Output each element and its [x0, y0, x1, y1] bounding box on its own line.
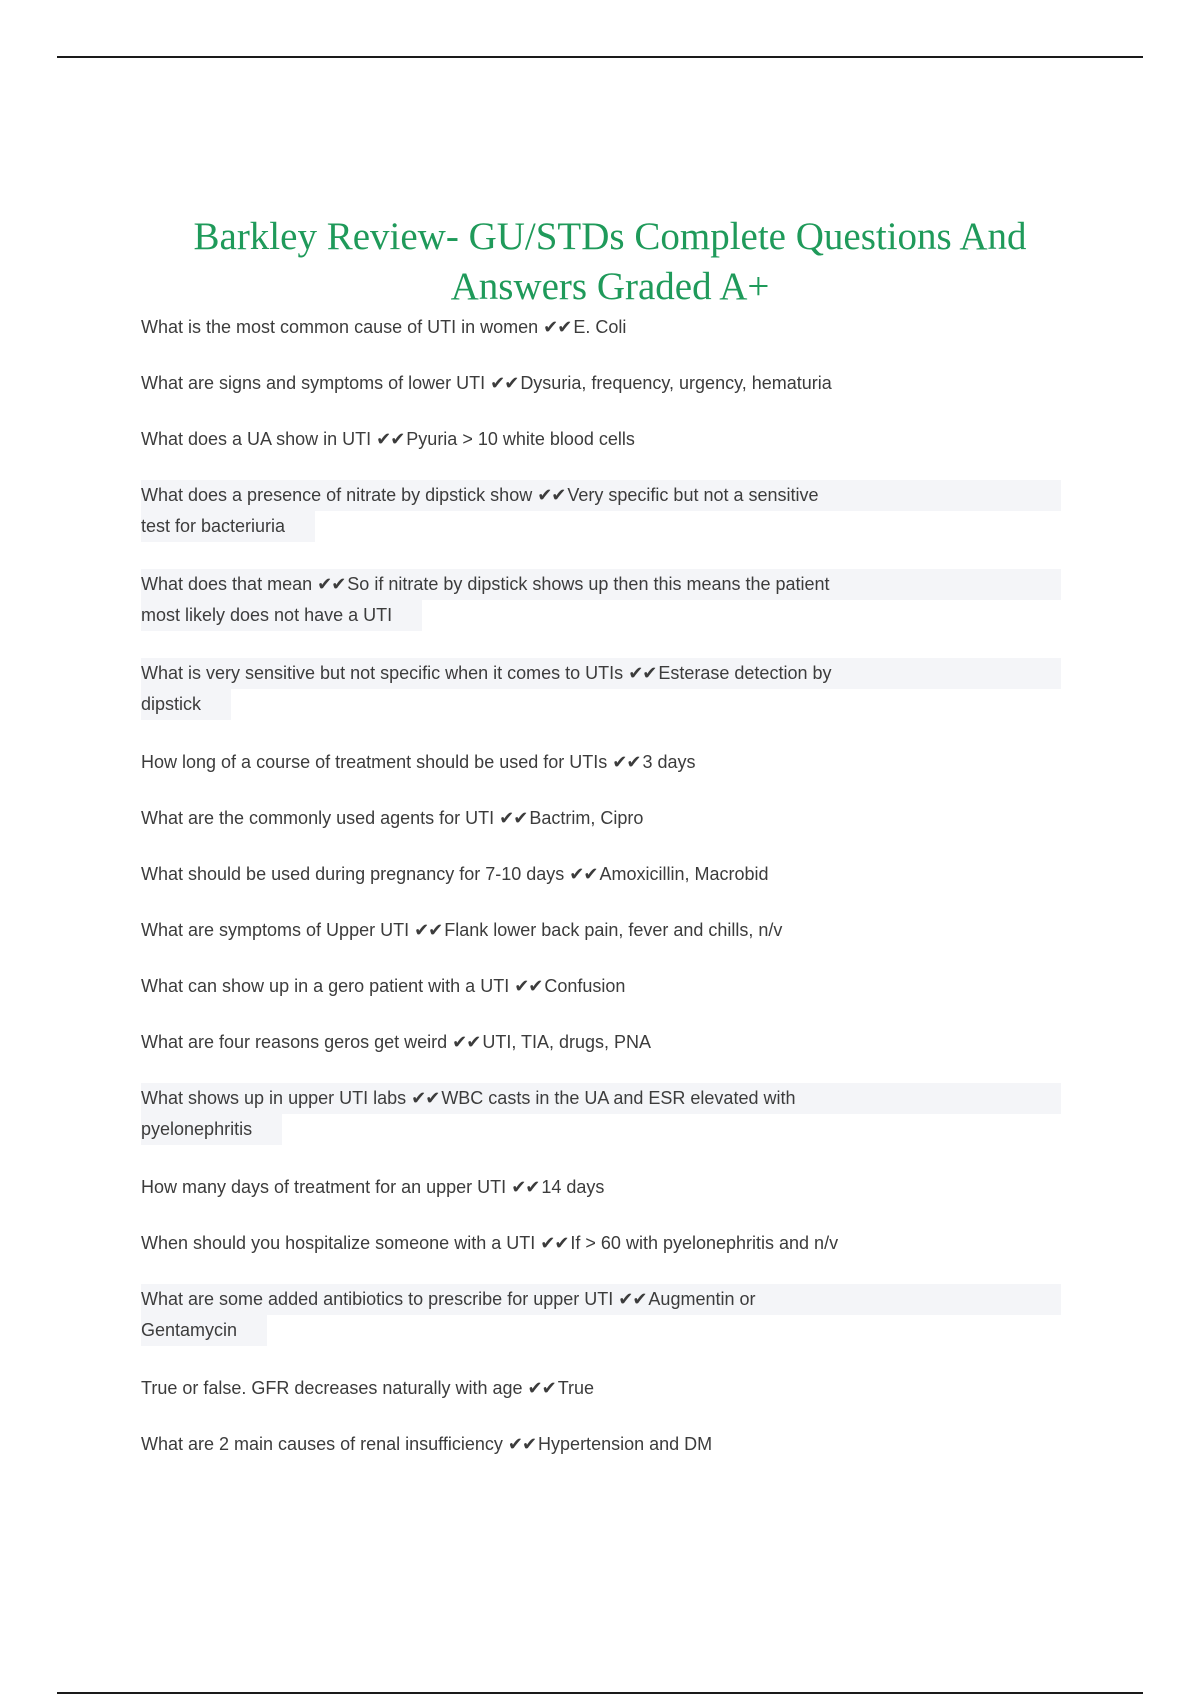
checkmark-icon: ✔✔	[612, 752, 641, 772]
document-title: Barkley Review- GU/STDs Complete Questions And Answers Graded A+	[193, 215, 1027, 308]
checkmark-icon: ✔✔	[527, 1378, 556, 1398]
checkmark-icon: ✔✔	[376, 429, 405, 449]
answer-text: Amoxicillin, Macrobid	[599, 864, 769, 884]
question-text: What are signs and symptoms of lower UTI	[141, 373, 486, 393]
question-text: What is the most common cause of UTI in women	[141, 317, 539, 337]
question-text: How many days of treatment for an upper UTI	[141, 1177, 507, 1197]
qa-item	[141, 803, 1061, 834]
answer-text: Dysuria, frequency, urgency, hematuria	[520, 373, 832, 393]
answer-text: Flank lower back pain, fever and chills, n/v	[444, 920, 783, 940]
qa-line	[141, 1228, 1061, 1259]
answer-text: 3 days	[642, 752, 696, 772]
qa-line	[141, 915, 1061, 946]
answer-text: Bactrim, Cipro	[529, 808, 644, 828]
qa-item	[141, 1083, 1061, 1145]
checkmark-icon: ✔✔	[507, 1434, 537, 1454]
answer-text: Esterase detection by	[658, 663, 832, 683]
qa-item	[141, 747, 1061, 778]
qa-line	[141, 658, 1061, 689]
qa-line	[141, 480, 1061, 511]
qa-line	[141, 1284, 1061, 1315]
answer-text: True	[557, 1378, 595, 1398]
qa-item	[141, 859, 1061, 890]
checkmark-icon: ✔✔	[540, 1233, 569, 1253]
answer-text: So if nitrate by dipstick shows up then this means the patient	[347, 574, 830, 594]
question-text: What are 2 main causes of renal insufficiency	[141, 1434, 503, 1454]
qa-line	[141, 1027, 1061, 1058]
checkmark-icon: ✔✔	[514, 976, 543, 996]
qa-line	[141, 1083, 1061, 1114]
answer-continuation: most likely does not have a UTI	[141, 600, 422, 631]
checkmark-icon: ✔✔	[414, 920, 443, 940]
qa-line	[141, 971, 1061, 1002]
qa-line	[141, 1172, 1061, 1203]
qa-item	[141, 1284, 1061, 1346]
answer-continuation: test for bacteriuria	[141, 511, 315, 542]
question-text: What are symptoms of Upper UTI	[141, 920, 410, 940]
question-text: What are the commonly used agents for UTI	[141, 808, 495, 828]
question-text: What does a UA show in UTI	[141, 429, 372, 449]
question-text: What does a presence of nitrate by dipstick show	[141, 485, 533, 505]
question-text: What should be used during pregnancy for 7-10 days	[141, 864, 565, 884]
answer-text: WBC casts in the UA and ESR elevated with	[441, 1088, 796, 1108]
qa-item	[141, 1228, 1061, 1259]
qa-line	[141, 747, 1061, 778]
qa-item	[141, 1429, 1061, 1460]
answer-continuation: Gentamycin	[141, 1315, 267, 1346]
checkmark-icon: ✔✔	[537, 485, 566, 505]
question-text: What is very sensitive but not specific when it comes to UTIs	[141, 663, 624, 683]
answer-text: UTI, TIA, drugs, PNA	[482, 1032, 652, 1052]
qa-line	[141, 1373, 1061, 1404]
checkmark-icon: ✔✔	[543, 317, 572, 337]
qa-line	[141, 312, 1061, 343]
answer-text: Augmentin or	[648, 1289, 756, 1309]
qa-item	[141, 971, 1061, 1002]
answer-text: E. Coli	[573, 317, 627, 337]
question-text: True or false. GFR decreases naturally with age	[141, 1378, 523, 1398]
qa-item	[141, 1027, 1061, 1058]
qa-list	[141, 312, 1061, 1485]
answer-text: 14 days	[541, 1177, 605, 1197]
qa-line	[141, 569, 1061, 600]
qa-line	[141, 424, 1061, 455]
checkmark-icon: ✔✔	[317, 574, 346, 594]
answer-text: Pyuria > 10 white blood cells	[406, 429, 635, 449]
qa-item	[141, 312, 1061, 343]
qa-line	[141, 368, 1061, 399]
qa-item	[141, 658, 1061, 720]
qa-item	[141, 569, 1061, 631]
question-text: When should you hospitalize someone with a UTI	[141, 1233, 536, 1253]
qa-line	[141, 859, 1061, 890]
answer-text: Confusion	[544, 976, 626, 996]
question-text: What are some added antibiotics to prescribe for upper UTI	[141, 1289, 614, 1309]
checkmark-icon: ✔✔	[499, 808, 528, 828]
qa-item	[141, 1373, 1061, 1404]
answer-text: Very specific but not a sensitive	[567, 485, 819, 505]
answer-text: Hypertension and DM	[538, 1434, 713, 1454]
qa-line	[141, 803, 1061, 834]
checkmark-icon: ✔✔	[511, 1177, 540, 1197]
checkmark-icon: ✔✔	[618, 1289, 647, 1309]
question-text: How long of a course of treatment should be used for UTIs	[141, 752, 608, 772]
checkmark-icon: ✔✔	[411, 1088, 440, 1108]
answer-text: If > 60 with pyelonephritis and n/v	[570, 1233, 839, 1253]
checkmark-icon: ✔✔	[569, 864, 598, 884]
qa-item	[141, 368, 1061, 399]
question-text: What does that mean	[141, 574, 313, 594]
checkmark-icon: ✔✔	[490, 373, 519, 393]
qa-item	[141, 915, 1061, 946]
question-text: What shows up in upper UTI labs	[141, 1088, 407, 1108]
question-text: What can show up in a gero patient with a UTI	[141, 976, 510, 996]
checkmark-icon: ✔✔	[452, 1032, 481, 1052]
answer-continuation: dipstick	[141, 689, 231, 720]
checkmark-icon: ✔✔	[628, 663, 657, 683]
qa-line	[141, 1429, 1061, 1460]
question-text: What are four reasons geros get weird	[141, 1032, 448, 1052]
qa-item	[141, 1172, 1061, 1203]
qa-item	[141, 480, 1061, 542]
top-rule	[57, 56, 1143, 58]
qa-item	[141, 424, 1061, 455]
answer-continuation: pyelonephritis	[141, 1114, 282, 1145]
bottom-rule	[57, 1692, 1143, 1694]
